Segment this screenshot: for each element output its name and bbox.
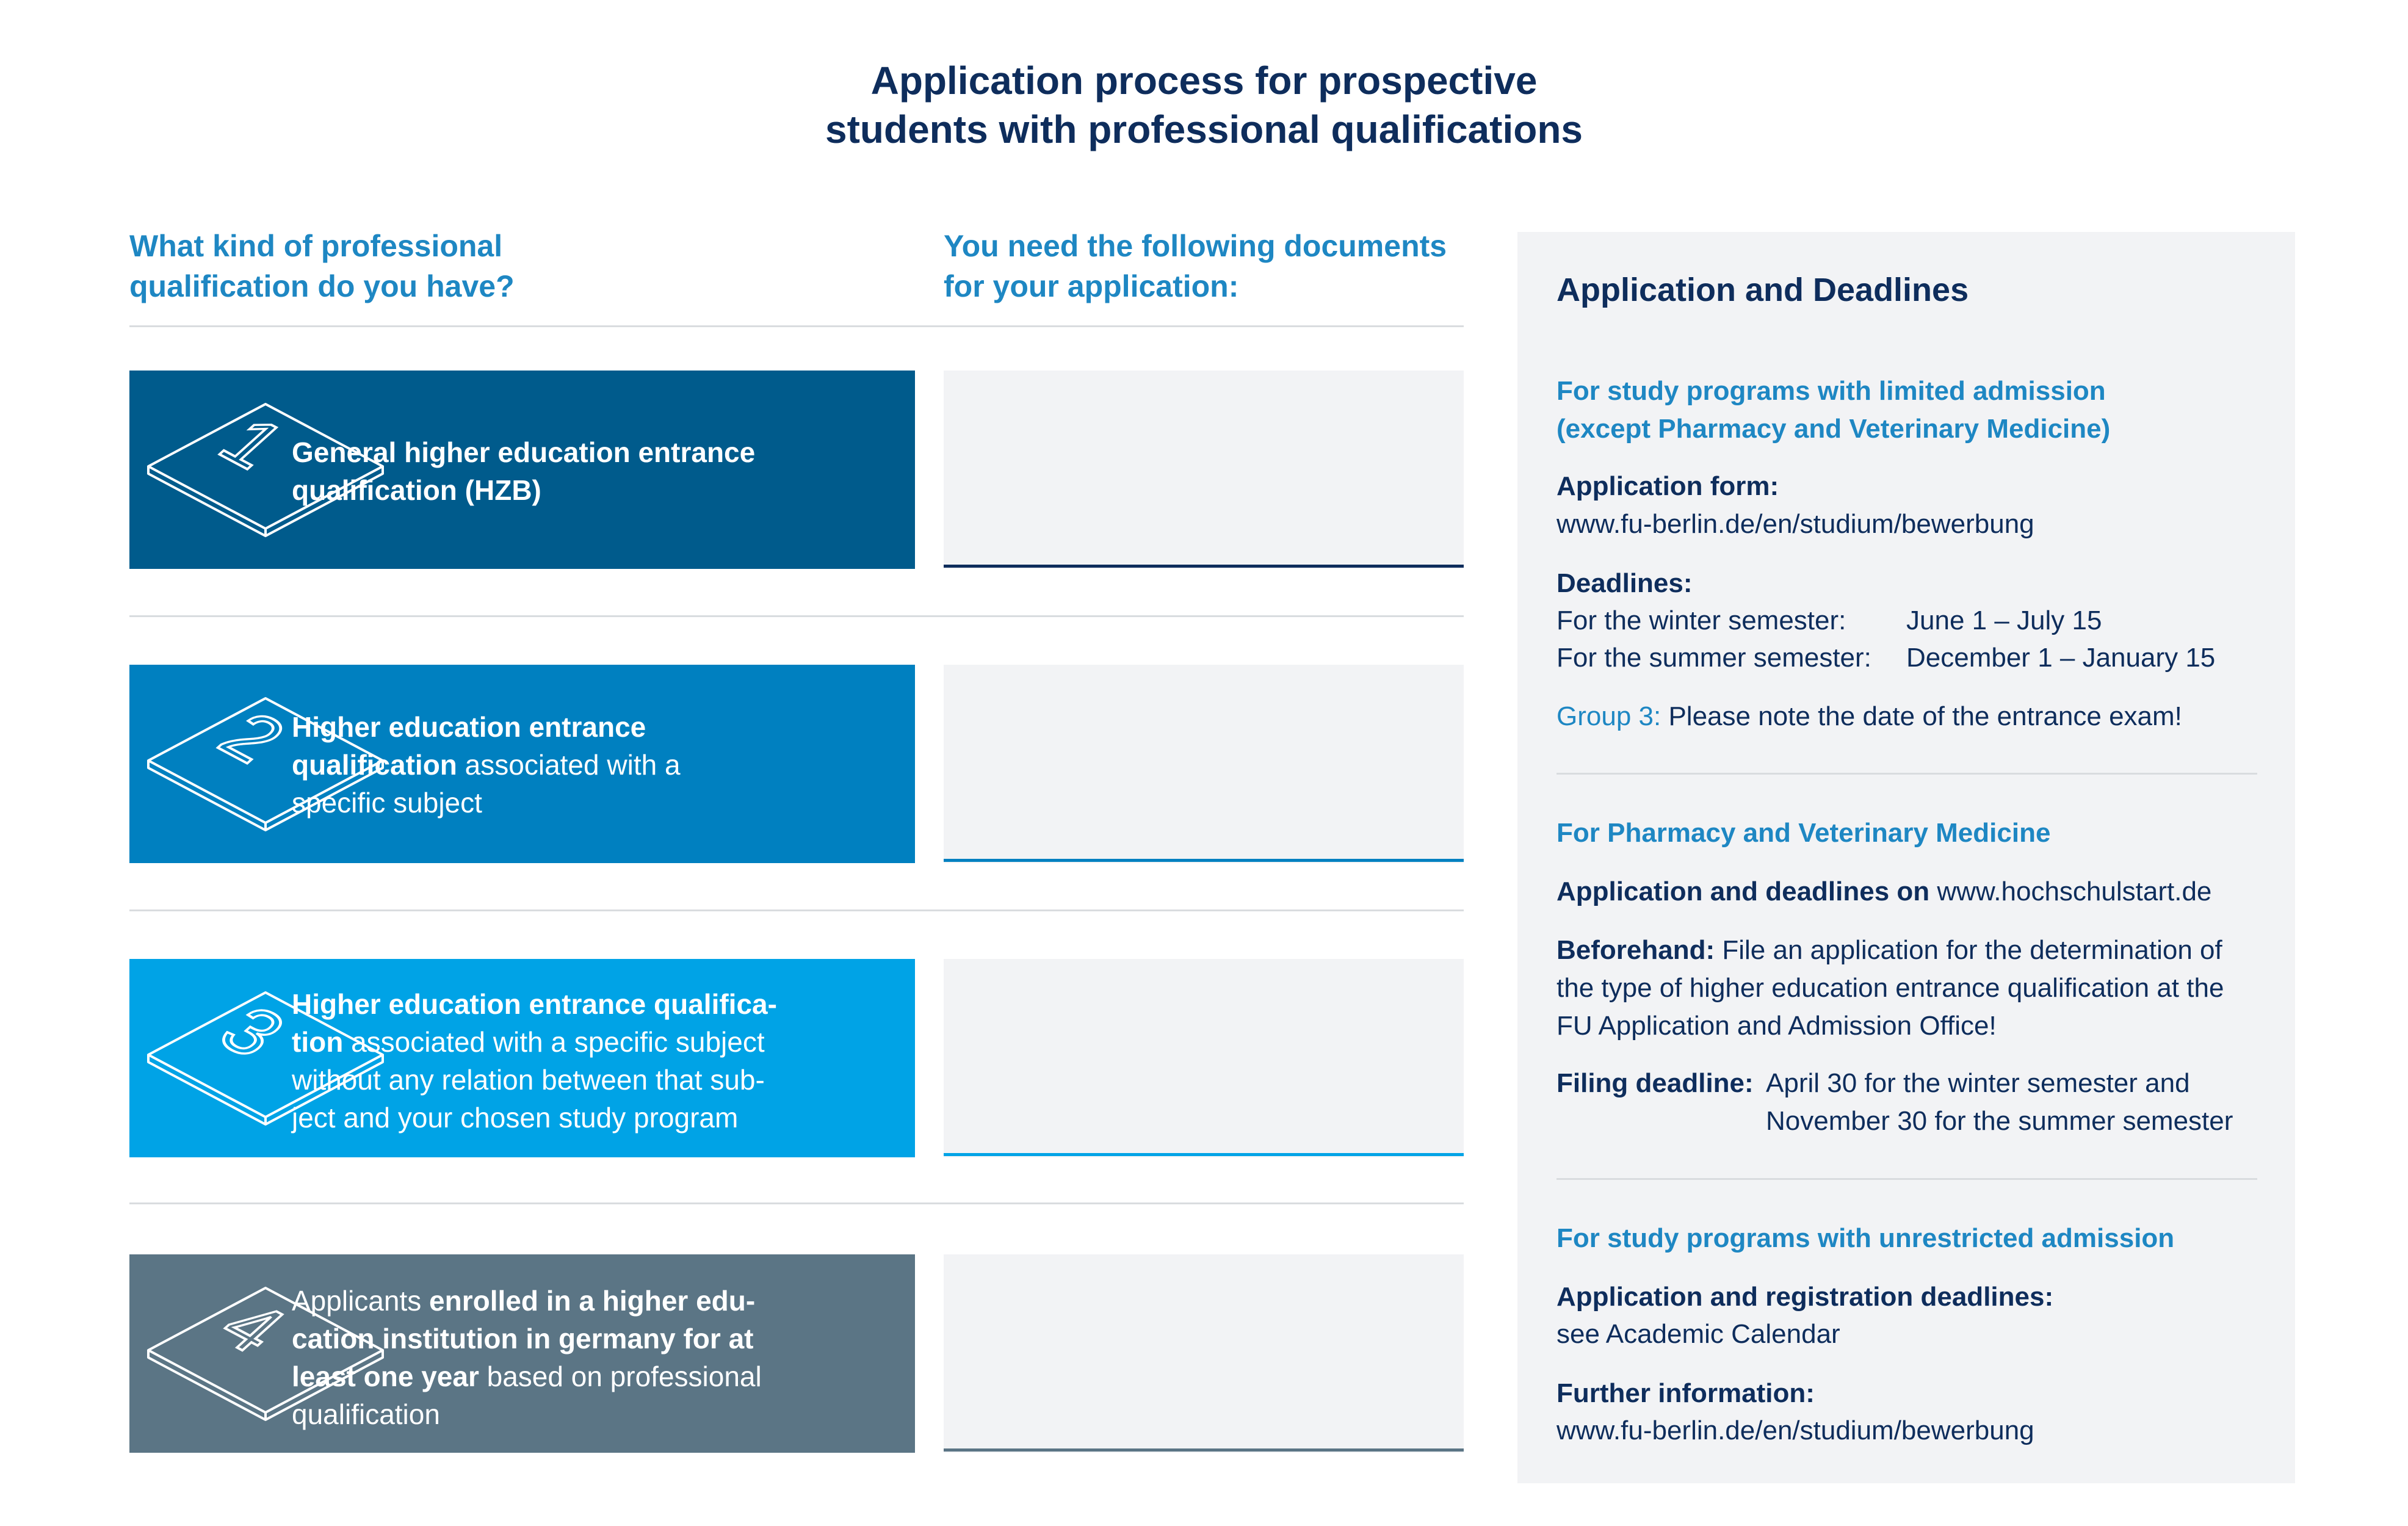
hochschulstart-link[interactable]: www.hochschulstart.de xyxy=(1929,877,2212,906)
pharmacy-application-line xyxy=(1557,873,2211,911)
group-3-note xyxy=(1557,698,2182,736)
qualification-2-text xyxy=(292,708,890,822)
beforehand-line-1: File an application for the determination of xyxy=(1715,935,2222,965)
qualification-2-line-3: specific subject xyxy=(292,787,482,819)
filing-deadline-line-2: November 30 for the summer semester xyxy=(1766,1106,2233,1136)
filing-deadline-line-1: April 30 for the winter semester and xyxy=(1766,1068,2190,1098)
panel-divider-2 xyxy=(1557,1178,2257,1180)
qualification-4-line-3 xyxy=(292,1358,890,1395)
documents-box-4-underline xyxy=(944,1448,1464,1452)
qualification-heading-line-2: qualification do you have? xyxy=(129,269,515,303)
qualification-heading-line-1: What kind of professional xyxy=(129,229,503,263)
tile-number-4: 4 xyxy=(201,1289,303,1366)
documents-box-4 xyxy=(944,1254,1464,1453)
beforehand-line-3: FU Application and Admission Office! xyxy=(1557,1011,1997,1041)
winter-semester-label: For the winter semester: xyxy=(1557,606,1846,635)
qualification-3-line-2-bold: tion xyxy=(292,1026,344,1058)
documents-heading-line-2: for your application: xyxy=(944,269,1239,303)
qualification-4-line-1-bold: enrolled in a higher edu- xyxy=(429,1285,756,1317)
qualification-2-line-1: Higher education entrance xyxy=(292,711,646,743)
summer-semester-deadline: December 1 – January 15 xyxy=(1906,643,2216,673)
documents-box-1 xyxy=(944,371,1464,569)
qualification-3-line-3: without any relation between that sub- xyxy=(292,1064,765,1096)
beforehand-note xyxy=(1557,931,2224,1045)
qualification-2-line-2-regular: associated with a xyxy=(457,749,681,781)
summer-semester-label: For the summer semester: xyxy=(1557,643,1871,673)
group-3-label: Group 3: xyxy=(1557,701,1661,731)
qualification-1-line-1: General higher education entrance xyxy=(292,436,756,468)
documents-heading-line-1: You need the following documents xyxy=(944,229,1447,263)
documents-box-3 xyxy=(944,959,1464,1157)
qualification-3-text xyxy=(292,985,890,1137)
documents-box-1-underline xyxy=(944,565,1464,568)
application-form-label: Application form: xyxy=(1557,471,1779,501)
row-divider-2 xyxy=(129,909,1464,911)
qualification-4-line-4: qualification xyxy=(292,1398,440,1430)
page-title-line-2: students with professional qualifications xyxy=(825,107,1583,151)
qualification-4-line-3-bold: least one year xyxy=(292,1361,479,1392)
qualification-4-line-1-regular: Applicants xyxy=(292,1285,430,1317)
tile-number-2: 2 xyxy=(201,699,303,776)
qualification-4-text xyxy=(292,1282,890,1433)
qualification-4-line-3-regular: based on professional xyxy=(479,1361,762,1392)
qualification-3-line-2-regular: associated with a specific subject xyxy=(343,1026,765,1058)
group-3-note-text: Please note the date of the entrance exam! xyxy=(1661,701,2182,731)
unrestricted-admission-heading: For study programs with unrestricted admission xyxy=(1557,1223,2175,1253)
qualification-4-line-2: cation institution in germany for at xyxy=(292,1323,754,1354)
qualification-1-text xyxy=(292,433,890,509)
documents-box-2 xyxy=(944,665,1464,863)
further-information-label: Further information: xyxy=(1557,1378,1815,1408)
filing-deadline-value xyxy=(1766,1065,2233,1140)
qualification-2-line-2 xyxy=(292,746,890,784)
limited-admission-heading-line-1: For study programs with limited admission xyxy=(1557,376,2106,406)
filing-deadline-label: Filing deadline: xyxy=(1557,1068,1754,1098)
limited-admission-heading xyxy=(1557,372,2110,448)
documents-box-2-underline xyxy=(944,859,1464,862)
beforehand-label: Beforehand: xyxy=(1557,935,1715,965)
qualification-2-line-2-bold: qualification xyxy=(292,749,457,781)
tile-number-1: 1 xyxy=(201,405,303,482)
limited-admission-heading-line-2: (except Pharmacy and Veterinary Medicine) xyxy=(1557,414,2111,444)
page-title-line-1: Application process for prospective xyxy=(870,59,1538,103)
further-information-link[interactable]: www.fu-berlin.de/en/studium/bewerbung xyxy=(1557,1416,2034,1445)
documents-column-heading xyxy=(944,226,1447,306)
application-form-link[interactable]: www.fu-berlin.de/en/studium/bewerbung xyxy=(1557,509,2034,539)
page-title xyxy=(0,56,2408,154)
tile-number-3: 3 xyxy=(201,993,303,1071)
panel-divider-1 xyxy=(1557,773,2257,775)
deadlines-label: Deadlines: xyxy=(1557,568,1693,598)
pharmacy-application-label: Application and deadlines on xyxy=(1557,877,1930,906)
header-divider xyxy=(129,325,1464,327)
documents-box-3-underline xyxy=(944,1153,1464,1156)
row-divider-1 xyxy=(129,615,1464,617)
qualification-1-line-2: qualification (HZB) xyxy=(292,474,541,506)
academic-calendar-link[interactable]: see Academic Calendar xyxy=(1557,1319,1840,1349)
beforehand-line-2: the type of higher education entrance qualification at the xyxy=(1557,973,2224,1003)
pharmacy-heading: For Pharmacy and Veterinary Medicine xyxy=(1557,818,2051,848)
panel-heading: Application and Deadlines xyxy=(1557,272,1969,308)
qualification-column-heading xyxy=(129,226,515,306)
row-divider-3 xyxy=(129,1202,1464,1204)
qualification-3-line-2 xyxy=(292,1023,890,1061)
winter-semester-deadline: June 1 – July 15 xyxy=(1906,606,2102,635)
qualification-3-line-4: ject and your chosen study program xyxy=(292,1102,739,1134)
registration-deadlines-label: Application and registration deadlines: xyxy=(1557,1282,2054,1312)
qualification-3-line-1: Higher education entrance qualifica- xyxy=(292,988,777,1020)
qualification-4-line-1 xyxy=(292,1282,890,1320)
